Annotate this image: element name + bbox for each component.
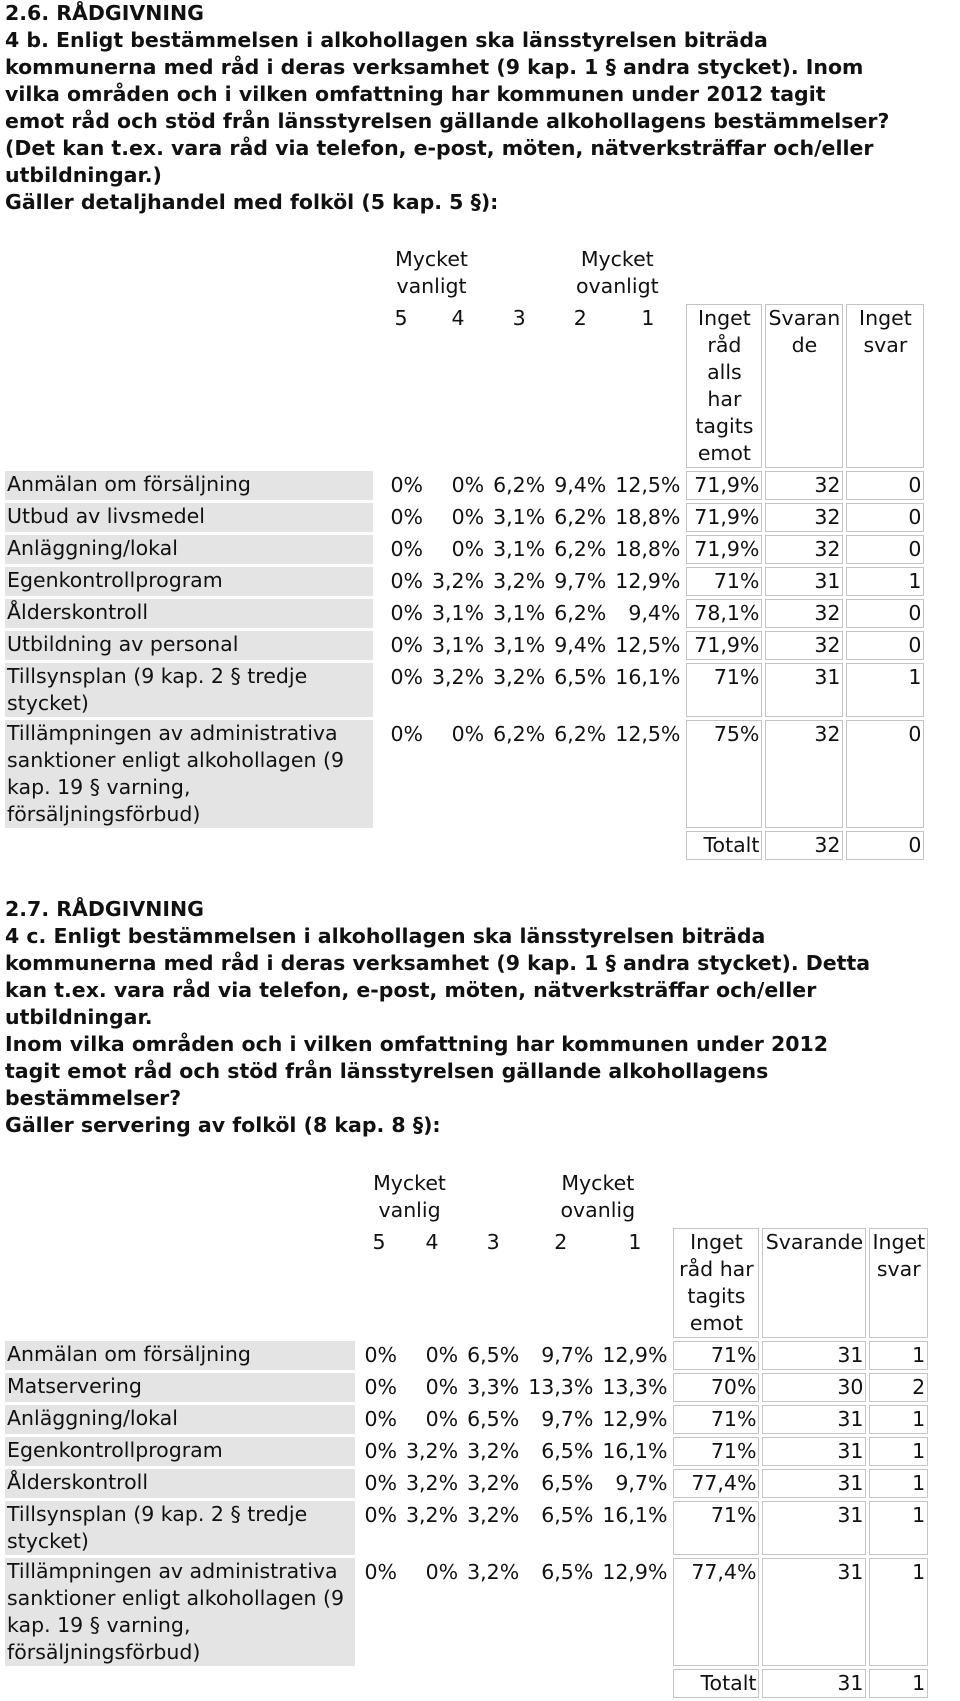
cell-pct-1: 12,9% bbox=[602, 1343, 668, 1367]
cell-pct-3: 3,2% bbox=[493, 665, 546, 689]
cell-pct-no-advice: 71,9% bbox=[686, 631, 762, 660]
cell-count-answered: 32 bbox=[765, 720, 843, 828]
table-row bbox=[5, 1341, 928, 1370]
col-header-4: 4 bbox=[425, 1230, 439, 1254]
cell-pct-2: 6,5% bbox=[541, 1560, 594, 1584]
cell-pct-no-advice: 71% bbox=[673, 1341, 759, 1370]
cell-pct-2: 6,2% bbox=[554, 601, 607, 625]
cell-pct-3: 3,1% bbox=[493, 505, 546, 529]
col-header-2: 2 bbox=[573, 306, 587, 330]
total-no-answer: 1 bbox=[869, 1669, 928, 1698]
col-header-no-answer: Inget svar bbox=[869, 1228, 928, 1338]
cell-pct-no-advice: 75% bbox=[686, 720, 762, 828]
row-label: Egenkontrollprogram bbox=[5, 1437, 355, 1466]
row-label: Egenkontrollprogram bbox=[5, 567, 373, 596]
cell-count-no-answer: 0 bbox=[846, 720, 924, 828]
cell-pct-1: 12,5% bbox=[615, 722, 681, 746]
total-label: Totalt bbox=[686, 831, 762, 860]
cell-count-no-answer: 0 bbox=[846, 535, 924, 564]
cell-pct-4: 0% bbox=[451, 722, 485, 746]
cell-count-no-answer: 1 bbox=[869, 1405, 928, 1434]
total-no-answer: 0 bbox=[846, 831, 924, 860]
heading-line: kommunerna med råd i deras verksamhet (9 kap. 1 § andra stycket). Detta bbox=[5, 951, 871, 975]
row-label: Tillämpningen av administrativa sanktioner enligt alkohollagen (9 kap. 19 § varning, försäljningsförbud) bbox=[5, 1558, 355, 1666]
table-row bbox=[5, 535, 924, 564]
heading-line: utbildningar.) bbox=[5, 163, 162, 187]
table-detaljhandel-folkol bbox=[2, 242, 927, 863]
cell-pct-no-advice: 71,9% bbox=[686, 503, 762, 532]
cell-pct-2: 6,5% bbox=[541, 1471, 594, 1495]
heading-line: Inom vilka områden och i vilken omfattning har kommunen under 2012 bbox=[5, 1032, 829, 1056]
heading-line: 2.6. RÅDGIVNING bbox=[5, 1, 204, 25]
cell-pct-4: 0% bbox=[425, 1375, 459, 1399]
col-header-no-advice: Inget råd alls har tagits emot bbox=[686, 304, 762, 468]
cell-pct-4: 0% bbox=[425, 1407, 459, 1431]
cell-pct-3: 3,2% bbox=[467, 1560, 520, 1584]
cell-pct-4: 0% bbox=[425, 1343, 459, 1367]
heading-line: vilka områden och i vilken omfattning har kommunen under 2012 tagit bbox=[5, 82, 826, 106]
row-label: Matservering bbox=[5, 1373, 355, 1402]
col-header-no-advice: Inget råd har tagits emot bbox=[673, 1228, 759, 1338]
heading-line: 4 c. Enligt bestämmelsen i alkohollagen ska länsstyrelsen biträda bbox=[5, 924, 766, 948]
heading-line: bestämmelser? bbox=[5, 1086, 182, 1110]
cell-pct-3: 3,2% bbox=[467, 1503, 520, 1527]
cell-pct-no-advice: 77,4% bbox=[673, 1558, 759, 1666]
cell-pct-no-advice: 71% bbox=[686, 567, 762, 596]
cell-pct-5: 0% bbox=[364, 1343, 397, 1367]
col-header-1: 1 bbox=[628, 1230, 642, 1254]
row-label: Utbildning av personal bbox=[5, 631, 373, 660]
cell-pct-5: 0% bbox=[390, 537, 423, 561]
cell-pct-3: 6,5% bbox=[467, 1343, 520, 1367]
cell-pct-1: 12,5% bbox=[615, 633, 681, 657]
cell-pct-2: 6,5% bbox=[541, 1503, 594, 1527]
table-row bbox=[5, 1558, 928, 1666]
cell-pct-5: 0% bbox=[390, 473, 423, 497]
cell-pct-4: 3,2% bbox=[406, 1471, 459, 1495]
section-2-6-heading bbox=[5, 0, 955, 216]
cell-count-no-answer: 0 bbox=[846, 503, 924, 532]
cell-pct-2: 9,7% bbox=[554, 569, 607, 593]
cell-pct-5: 0% bbox=[364, 1375, 397, 1399]
cell-pct-3: 6,5% bbox=[467, 1407, 520, 1431]
cell-pct-2: 9,4% bbox=[554, 633, 607, 657]
cell-pct-3: 3,1% bbox=[493, 537, 546, 561]
cell-pct-3: 3,2% bbox=[467, 1471, 520, 1495]
cell-pct-2: 9,7% bbox=[541, 1343, 594, 1367]
col-header-answered: Svaran de bbox=[765, 304, 843, 468]
cell-count-no-answer: 2 bbox=[869, 1373, 928, 1402]
cell-pct-5: 0% bbox=[364, 1503, 397, 1527]
cell-pct-2: 9,7% bbox=[541, 1407, 594, 1431]
cell-count-answered: 31 bbox=[762, 1558, 866, 1666]
cell-pct-1: 12,9% bbox=[602, 1407, 668, 1431]
table-body bbox=[5, 1341, 928, 1666]
cell-pct-2: 6,5% bbox=[554, 665, 607, 689]
scale-header-row bbox=[5, 245, 924, 301]
cell-pct-1: 16,1% bbox=[602, 1439, 668, 1463]
heading-line: Gäller servering av folköl (8 kap. 8 §): bbox=[5, 1113, 441, 1137]
cell-pct-no-advice: 71% bbox=[673, 1501, 759, 1555]
col-header-5: 5 bbox=[394, 306, 408, 330]
cell-pct-5: 0% bbox=[364, 1560, 397, 1584]
cell-pct-4: 0% bbox=[451, 473, 485, 497]
row-label: Tillsynsplan (9 kap. 2 § tredje stycket) bbox=[5, 1501, 355, 1555]
row-label: Tillsynsplan (9 kap. 2 § tredje stycket) bbox=[5, 663, 373, 717]
cell-pct-no-advice: 71,9% bbox=[686, 471, 762, 500]
cell-count-no-answer: 0 bbox=[846, 631, 924, 660]
cell-count-no-answer: 1 bbox=[869, 1501, 928, 1555]
section-2-7-heading bbox=[5, 896, 955, 1139]
cell-count-no-answer: 0 bbox=[846, 471, 924, 500]
cell-pct-no-advice: 77,4% bbox=[673, 1469, 759, 1498]
heading-line: kommunerna med råd i deras verksamhet (9 kap. 1 § andra stycket). Inom bbox=[5, 55, 864, 79]
cell-pct-3: 3,2% bbox=[493, 569, 546, 593]
table-row bbox=[5, 631, 924, 660]
cell-pct-3: 6,2% bbox=[493, 473, 546, 497]
cell-pct-4: 3,2% bbox=[406, 1439, 459, 1463]
column-header-row bbox=[5, 304, 924, 468]
cell-pct-5: 0% bbox=[364, 1439, 397, 1463]
table-row bbox=[5, 663, 924, 717]
cell-pct-4: 3,2% bbox=[432, 569, 485, 593]
row-label: Anmälan om försäljning bbox=[5, 471, 373, 500]
table-body bbox=[5, 471, 924, 828]
cell-count-answered: 31 bbox=[765, 663, 843, 717]
cell-pct-2: 6,2% bbox=[554, 505, 607, 529]
row-label: Ålderskontroll bbox=[5, 1469, 355, 1498]
cell-pct-no-advice: 71% bbox=[673, 1437, 759, 1466]
row-label: Anläggning/lokal bbox=[5, 1405, 355, 1434]
cell-pct-3: 3,1% bbox=[493, 633, 546, 657]
heading-line: 2.7. RÅDGIVNING bbox=[5, 897, 204, 921]
cell-pct-5: 0% bbox=[364, 1471, 397, 1495]
cell-count-answered: 32 bbox=[765, 631, 843, 660]
cell-pct-5: 0% bbox=[390, 722, 423, 746]
cell-pct-1: 9,4% bbox=[628, 601, 681, 625]
cell-pct-1: 12,9% bbox=[602, 1560, 668, 1584]
cell-count-answered: 32 bbox=[765, 599, 843, 628]
cell-pct-1: 9,7% bbox=[615, 1471, 668, 1495]
cell-pct-2: 6,2% bbox=[554, 537, 607, 561]
cell-pct-1: 18,8% bbox=[615, 505, 681, 529]
cell-pct-1: 18,8% bbox=[615, 537, 681, 561]
heading-line: Gäller detaljhandel med folköl (5 kap. 5 §): bbox=[5, 190, 499, 214]
cell-pct-1: 12,9% bbox=[615, 569, 681, 593]
col-header-1: 1 bbox=[641, 306, 655, 330]
col-header-no-answer: Inget svar bbox=[846, 304, 924, 468]
cell-count-answered: 32 bbox=[765, 471, 843, 500]
scale-label-low: Mycket ovanlig bbox=[560, 1171, 636, 1222]
cell-pct-no-advice: 71% bbox=[673, 1405, 759, 1434]
cell-count-answered: 31 bbox=[762, 1405, 866, 1434]
cell-pct-5: 0% bbox=[390, 569, 423, 593]
cell-pct-4: 3,2% bbox=[432, 665, 485, 689]
cell-count-answered: 31 bbox=[762, 1501, 866, 1555]
cell-pct-3: 3,2% bbox=[467, 1439, 520, 1463]
col-header-answered: Svarande bbox=[762, 1228, 866, 1338]
cell-pct-4: 0% bbox=[451, 537, 485, 561]
heading-line: kan t.ex. vara råd via telefon, e-post, möten, nätverksträffar och/eller bbox=[5, 978, 817, 1002]
cell-count-no-answer: 1 bbox=[846, 663, 924, 717]
cell-pct-5: 0% bbox=[390, 601, 423, 625]
row-label: Tillämpningen av administrativa sanktioner enligt alkohollagen (9 kap. 19 § varning, försäljningsförbud) bbox=[5, 720, 373, 828]
heading-line: tagit emot råd och stöd från länsstyrelsen gällande alkohollagens bbox=[5, 1059, 769, 1083]
cell-pct-no-advice: 78,1% bbox=[686, 599, 762, 628]
heading-line: 4 b. Enligt bestämmelsen i alkohollagen ska länsstyrelsen biträda bbox=[5, 28, 768, 52]
total-answered: 31 bbox=[762, 1669, 866, 1698]
cell-count-no-answer: 1 bbox=[869, 1437, 928, 1466]
cell-count-answered: 31 bbox=[762, 1469, 866, 1498]
cell-count-no-answer: 1 bbox=[846, 567, 924, 596]
table-row bbox=[5, 1469, 928, 1498]
cell-pct-5: 0% bbox=[364, 1407, 397, 1431]
cell-pct-1: 13,3% bbox=[602, 1375, 668, 1399]
scale-label-high: Mycket vanligt bbox=[395, 247, 468, 298]
cell-pct-no-advice: 71,9% bbox=[686, 535, 762, 564]
table-row bbox=[5, 567, 924, 596]
table-row bbox=[5, 471, 924, 500]
cell-count-no-answer: 1 bbox=[869, 1469, 928, 1498]
cell-pct-2: 9,4% bbox=[554, 473, 607, 497]
cell-pct-no-advice: 70% bbox=[673, 1373, 759, 1402]
table-servering-folkol bbox=[2, 1166, 931, 1701]
table-row bbox=[5, 1437, 928, 1466]
cell-pct-5: 0% bbox=[390, 665, 423, 689]
cell-pct-4: 0% bbox=[425, 1560, 459, 1584]
table-row bbox=[5, 1405, 928, 1434]
cell-pct-1: 12,5% bbox=[615, 473, 681, 497]
cell-pct-4: 3,2% bbox=[406, 1503, 459, 1527]
cell-pct-2: 6,2% bbox=[554, 722, 607, 746]
heading-line: (Det kan t.ex. vara råd via telefon, e-post, möten, nätverksträffar och/eller bbox=[5, 136, 874, 160]
total-answered: 32 bbox=[765, 831, 843, 860]
row-label: Utbud av livsmedel bbox=[5, 503, 373, 532]
total-row bbox=[5, 831, 924, 860]
row-label: Ålderskontroll bbox=[5, 599, 373, 628]
table-row bbox=[5, 1501, 928, 1555]
table-row bbox=[5, 1373, 928, 1402]
column-header-row bbox=[5, 1228, 928, 1338]
cell-pct-1: 16,1% bbox=[602, 1503, 668, 1527]
table-row bbox=[5, 720, 924, 828]
cell-pct-3: 3,3% bbox=[467, 1375, 520, 1399]
total-label: Totalt bbox=[673, 1669, 759, 1698]
cell-count-no-answer: 0 bbox=[846, 599, 924, 628]
cell-pct-4: 3,1% bbox=[432, 633, 485, 657]
scale-label-low: Mycket ovanligt bbox=[575, 247, 659, 298]
cell-pct-3: 3,1% bbox=[493, 601, 546, 625]
scale-label-high: Mycket vanlig bbox=[373, 1171, 446, 1222]
col-header-3: 3 bbox=[486, 1230, 500, 1254]
heading-line: utbildningar. bbox=[5, 1005, 153, 1029]
row-label: Anmälan om försäljning bbox=[5, 1341, 355, 1370]
row-label: Anläggning/lokal bbox=[5, 535, 373, 564]
cell-pct-1: 16,1% bbox=[615, 665, 681, 689]
cell-pct-2: 13,3% bbox=[528, 1375, 594, 1399]
cell-pct-4: 0% bbox=[451, 505, 485, 529]
col-header-3: 3 bbox=[512, 306, 526, 330]
cell-pct-5: 0% bbox=[390, 505, 423, 529]
heading-line: emot råd och stöd från länsstyrelsen gällande alkohollagens bestämmelser? bbox=[5, 109, 890, 133]
table-row bbox=[5, 503, 924, 532]
cell-pct-3: 6,2% bbox=[493, 722, 546, 746]
cell-count-answered: 32 bbox=[765, 535, 843, 564]
scale-header-row bbox=[5, 1169, 928, 1225]
cell-pct-no-advice: 71% bbox=[686, 663, 762, 717]
cell-count-answered: 31 bbox=[762, 1341, 866, 1370]
cell-count-no-answer: 1 bbox=[869, 1558, 928, 1666]
cell-count-answered: 31 bbox=[762, 1437, 866, 1466]
cell-pct-2: 6,5% bbox=[541, 1439, 594, 1463]
cell-count-answered: 32 bbox=[765, 503, 843, 532]
col-header-2: 2 bbox=[554, 1230, 568, 1254]
cell-pct-5: 0% bbox=[390, 633, 423, 657]
cell-pct-4: 3,1% bbox=[432, 601, 485, 625]
col-header-5: 5 bbox=[372, 1230, 386, 1254]
cell-count-answered: 31 bbox=[765, 567, 843, 596]
cell-count-answered: 30 bbox=[762, 1373, 866, 1402]
cell-count-no-answer: 1 bbox=[869, 1341, 928, 1370]
table-row bbox=[5, 599, 924, 628]
total-row bbox=[5, 1669, 928, 1698]
col-header-4: 4 bbox=[451, 306, 465, 330]
